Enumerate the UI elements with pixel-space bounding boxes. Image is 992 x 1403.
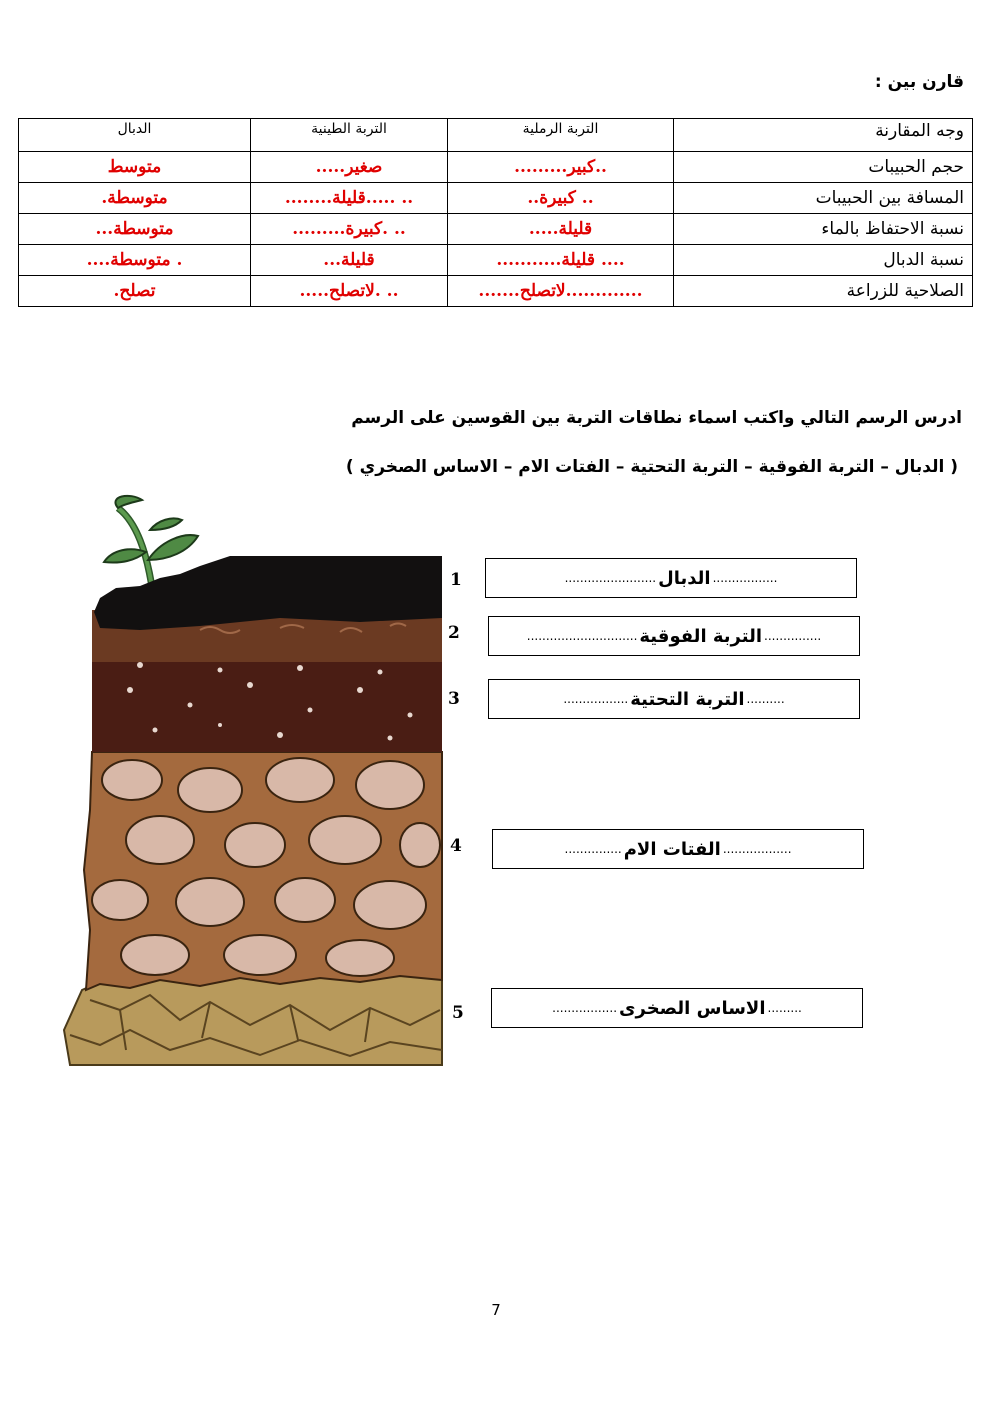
- layer-number-4: 4: [450, 836, 462, 856]
- answer-dots: ...............: [564, 842, 622, 856]
- answer-cell[interactable]: قليلة...: [251, 245, 448, 276]
- answer-dots: .................: [563, 692, 629, 706]
- row-label: حجم الحبيبات: [674, 152, 973, 183]
- answer-dots: .................: [552, 1001, 618, 1015]
- page-number: 7: [491, 1301, 501, 1319]
- layer-number-1: 1: [450, 570, 462, 590]
- layer-number-3: 3: [448, 689, 460, 709]
- answer-dots: .............................: [526, 629, 638, 643]
- answer-box-2[interactable]: [488, 616, 860, 656]
- answer-cell[interactable]: متوسط: [19, 152, 251, 183]
- answer-cell[interactable]: .............لاتصلح.......: [448, 276, 674, 307]
- answer-word: الفتات الام: [623, 838, 721, 860]
- answer-dots: .................: [712, 571, 778, 585]
- answer-word: التربة الفوقية: [639, 625, 763, 647]
- answer-dots: ..................: [722, 842, 792, 856]
- comparison-table: [18, 118, 973, 307]
- answer-cell[interactable]: تصلح.: [19, 276, 251, 307]
- answer-cell[interactable]: ..كبير.........: [448, 152, 674, 183]
- answer-cell[interactable]: صغير.....: [251, 152, 448, 183]
- answer-box-1[interactable]: [485, 558, 857, 598]
- table-row: [19, 245, 973, 276]
- table-row: [19, 183, 973, 214]
- soil-profile-diagram: [60, 490, 450, 1070]
- row-label: المسافة بين الحبيبات: [674, 183, 973, 214]
- row-label: الصلاحية للزراعة: [674, 276, 973, 307]
- row-label: نسبة الدبال: [674, 245, 973, 276]
- header-humus: الدبال: [19, 119, 251, 152]
- row-label: نسبة الاحتفاظ بالماء: [674, 214, 973, 245]
- answer-cell[interactable]: .. .....قليلة........: [251, 183, 448, 214]
- answer-dots: ........................: [564, 571, 657, 585]
- table-row: [19, 214, 973, 245]
- answer-cell[interactable]: متوسطة.: [19, 183, 251, 214]
- answer-dots: ..........: [746, 692, 785, 706]
- answer-cell[interactable]: .. .كبيرة.........: [251, 214, 448, 245]
- regolith-layer: [84, 752, 442, 990]
- answer-cell[interactable]: .. كبيرة..: [448, 183, 674, 214]
- layer-number-2: 2: [448, 623, 460, 643]
- answer-dots: ...............: [764, 629, 822, 643]
- table-header-row: [19, 119, 973, 152]
- answer-cell[interactable]: .. .لاتصلح.....: [251, 276, 448, 307]
- header-sandy-soil: التربة الرملية: [448, 119, 674, 152]
- header-comparison-aspect: وجه المقارنة: [674, 119, 973, 152]
- answer-box-4[interactable]: [492, 829, 864, 869]
- compare-title: قارن بين :: [874, 72, 964, 92]
- answer-word: الدبال: [658, 567, 711, 589]
- answer-box-3[interactable]: [488, 679, 860, 719]
- instruction-text: ادرس الرسم التالي واكتب اسماء نطاقات التربة بين القوسين على الرسم: [351, 408, 962, 428]
- answer-word: الاساس الصخرى: [619, 997, 766, 1019]
- answer-dots: .........: [767, 1001, 802, 1015]
- answer-cell[interactable]: .... قليلة...........: [448, 245, 674, 276]
- answer-cell[interactable]: قليلة.....: [448, 214, 674, 245]
- subsoil-layer: [92, 662, 442, 752]
- answer-box-5[interactable]: [491, 988, 863, 1028]
- table-row: [19, 276, 973, 307]
- layer-number-5: 5: [452, 1003, 464, 1023]
- header-clay-soil: التربة الطينية: [251, 119, 448, 152]
- word-bank: ( الدبال – التربة الفوقية – التربة التحتية – الفتات الام – الاساس الصخري ): [345, 457, 958, 477]
- answer-cell[interactable]: متوسطة...: [19, 214, 251, 245]
- answer-word: التربة التحتية: [630, 688, 745, 710]
- table-row: [19, 152, 973, 183]
- answer-cell[interactable]: . متوسطة....: [19, 245, 251, 276]
